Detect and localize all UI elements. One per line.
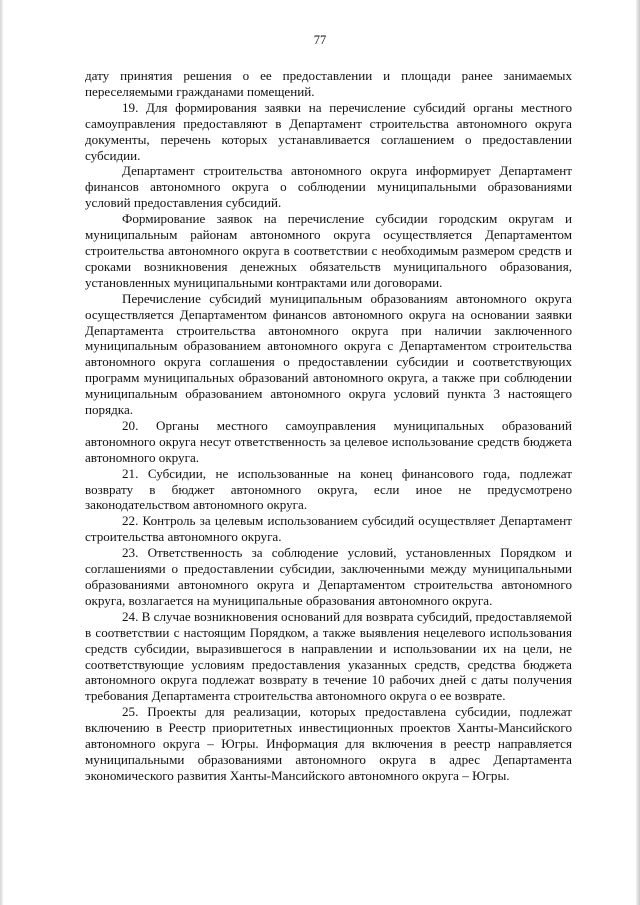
paragraph-19-transfer: Перечисление субсидий муниципальным образованиям автономного округа осуществляется Департаментом финансов автономного округа на основании заявки Департамента строительства автономного округа при наличии заключенного муниципальным образованием автономного округа с Департаментом строительства автономного округа соглашения о предоставлении субсидии и соответствующих программ муниципальных образований автономного округа, а также при соблюдении муниципальным образованием автономного округа условий пункта 3 настоящего порядка. — [85, 290, 572, 418]
document-body — [85, 68, 572, 784]
paragraph-22: 22. Контроль за целевым использованием субсидий осуществляет Департамент строительства автономного округа. — [85, 513, 572, 545]
scan-edge-left — [0, 0, 3, 905]
paragraph-23: 23. Ответственность за соблюдение условий, установленных Порядком и соглашениями о предоставлении субсидии, заключенными между муниципальными образованиями автономного округа и Департаментом строительства автономного округа, возлагается на муниципальные образования автономного округа. — [85, 545, 572, 608]
paragraph-19-inform: Департамент строительства автономного округа информирует Департамент финансов автономного округа о соблюдении муниципальными образованиями условий предоставления субсидий. — [85, 163, 572, 211]
paragraph-20: 20. Органы местного самоуправления муниципальных образований автономного округа несут ответственность за целевое использование средств бюджета автономного округа. — [85, 417, 572, 465]
paragraph-19: 19. Для формирования заявки на перечисление субсидий органы местного самоуправления предоставляют в Департамент строительства автономного округа документы, перечень которых устанавливается соглашением о предоставлении субсидии. — [85, 99, 572, 163]
paragraph-24: 24. В случае возникновения оснований для возврата субсидий, предоставляемой в соответствии с настоящим Порядком, а также выявления нецелевого использования средств субсидии, выразившегося в направлении и использовании их на цели, не соответствующие условиям предоставления указанных средств, средства бюджета автономного округа подлежат возврату в течение 10 рабочих дней с даты получения требования Департамента строительства автономного округа о ее возврате. — [85, 608, 572, 704]
paragraph-21: 21. Субсидии, не использованные на конец финансового года, подлежат возврату в бюджет автономного округа, если иное не предусмотрено законодательством автономного округа. — [85, 465, 572, 513]
paragraph-continuation: дату принятия решения о ее предоставлении и площади ранее занимаемых переселяемыми гражданами помещений. — [85, 68, 572, 99]
scan-edge-right — [636, 0, 640, 905]
paragraph-19-requests: Формирование заявок на перечисление субсидии городским округам и муниципальным районам автономного округа осуществляется Департаментом строительства автономного округа в соответствии с необходимым размером средств и сроками возникновения денежных обязательств муниципального образования, установленных муниципальными контрактами или договорами. — [85, 211, 572, 290]
paragraph-25: 25. Проекты для реализации, которых предоставлена субсидии, подлежат включению в Реестр приоритетных инвестиционных проектов Ханты-Мансийского автономного округа – Югры. Информация для включения в реестр направляется муниципальными образованиями автономного округа в адрес Департамента экономического развития Ханты-Мансийского автономного округа – Югры. — [85, 704, 572, 783]
page-number: 77 — [313, 33, 327, 47]
